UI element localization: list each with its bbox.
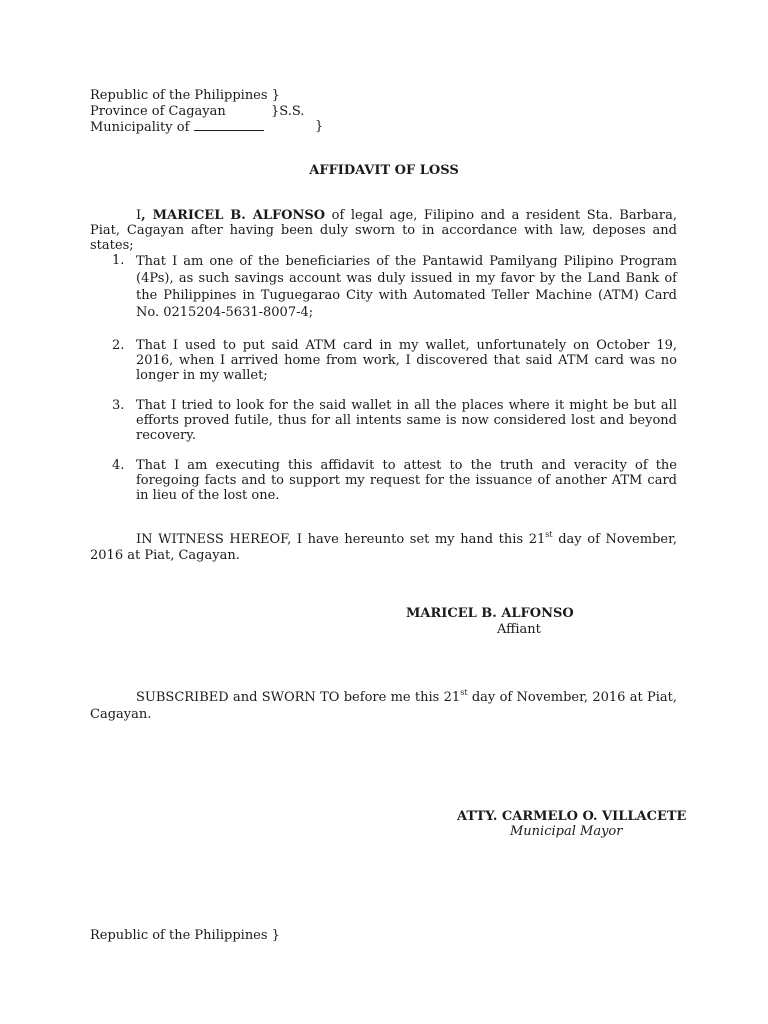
subscribed-text-before: SUBSCRIBED and SWORN TO before me this 21 <box>136 690 461 705</box>
footer-republic: Republic of the Philippines } <box>90 928 280 943</box>
item-text: That I am executing this affidavit to attest to the truth and veracity of the foregoing facts and to support my request for the issuance of another ATM card in lieu of the lost one. <box>136 458 677 503</box>
header-ss: }S.S. <box>271 104 305 119</box>
witness-text-before: IN WITNESS HEREOF, I have hereunto set my hand this 21 <box>136 532 546 547</box>
header-republic: Republic of the Philippines } <box>90 88 280 103</box>
list-item <box>112 253 677 321</box>
affiant-name-inline: , MARICEL B. ALFONSO <box>141 208 326 223</box>
item-number: 2. <box>112 338 125 353</box>
intro-paragraph <box>90 208 677 253</box>
header-brace: } <box>315 119 324 134</box>
header-municipality <box>90 119 264 135</box>
item-number: 4. <box>112 458 125 473</box>
list-item <box>112 338 677 383</box>
witness-paragraph <box>90 532 677 564</box>
list-item <box>112 398 677 443</box>
item-text: That I am one of the beneficiaries of the Pantawid Pamilyang Pilipino Program (4Ps), as such savings account was duly issued in my favor by the Land Bank of the Philippines in Tuguegarao City with Automated Teller Machine (ATM) Card No. 0215204-5631-8007-4; <box>136 254 677 320</box>
item-text: That I tried to look for the said wallet in all the places where it might be but all efforts proved futile, thus for all intents same is now considered lost and beyond recovery. <box>136 398 677 443</box>
item-text: That I used to put said ATM card in my wallet, unfortunately on October 19, 2016, when I arrived home from work, I discovered that said ATM card was no longer in my wallet; <box>136 338 677 383</box>
intro-prefix: I <box>136 208 142 223</box>
subscribed-text-after: day of November, 2016 at Piat, Cagayan. <box>90 690 678 722</box>
officer-name: ATTY. CARMELO O. VILLACETE <box>457 809 687 824</box>
witness-text-after: day of November, 2016 at Piat, Cagayan. <box>90 532 678 563</box>
header-province: Province of Cagayan <box>90 104 226 119</box>
affiant-name: MARICEL B. ALFONSO <box>406 606 574 621</box>
list-item <box>112 458 677 503</box>
officer-role: Municipal Mayor <box>510 824 623 839</box>
item-number: 1. <box>112 253 125 268</box>
witness-ordinal: st <box>545 530 553 539</box>
subscribed-paragraph <box>90 689 677 723</box>
subscribed-ordinal: st <box>460 688 468 697</box>
item-number: 3. <box>112 398 125 413</box>
affiant-role: Affiant <box>497 622 541 637</box>
intro-text: of legal age, Filipino and a resident Sta. Barbara, Piat, Cagayan after having been duly sworn to in accordance with law, deposes and states; <box>90 208 677 253</box>
municipality-blank <box>194 119 264 131</box>
page-title: AFFIDAVIT OF LOSS <box>309 163 459 178</box>
header-municipality-label: Municipality of <box>90 120 190 135</box>
